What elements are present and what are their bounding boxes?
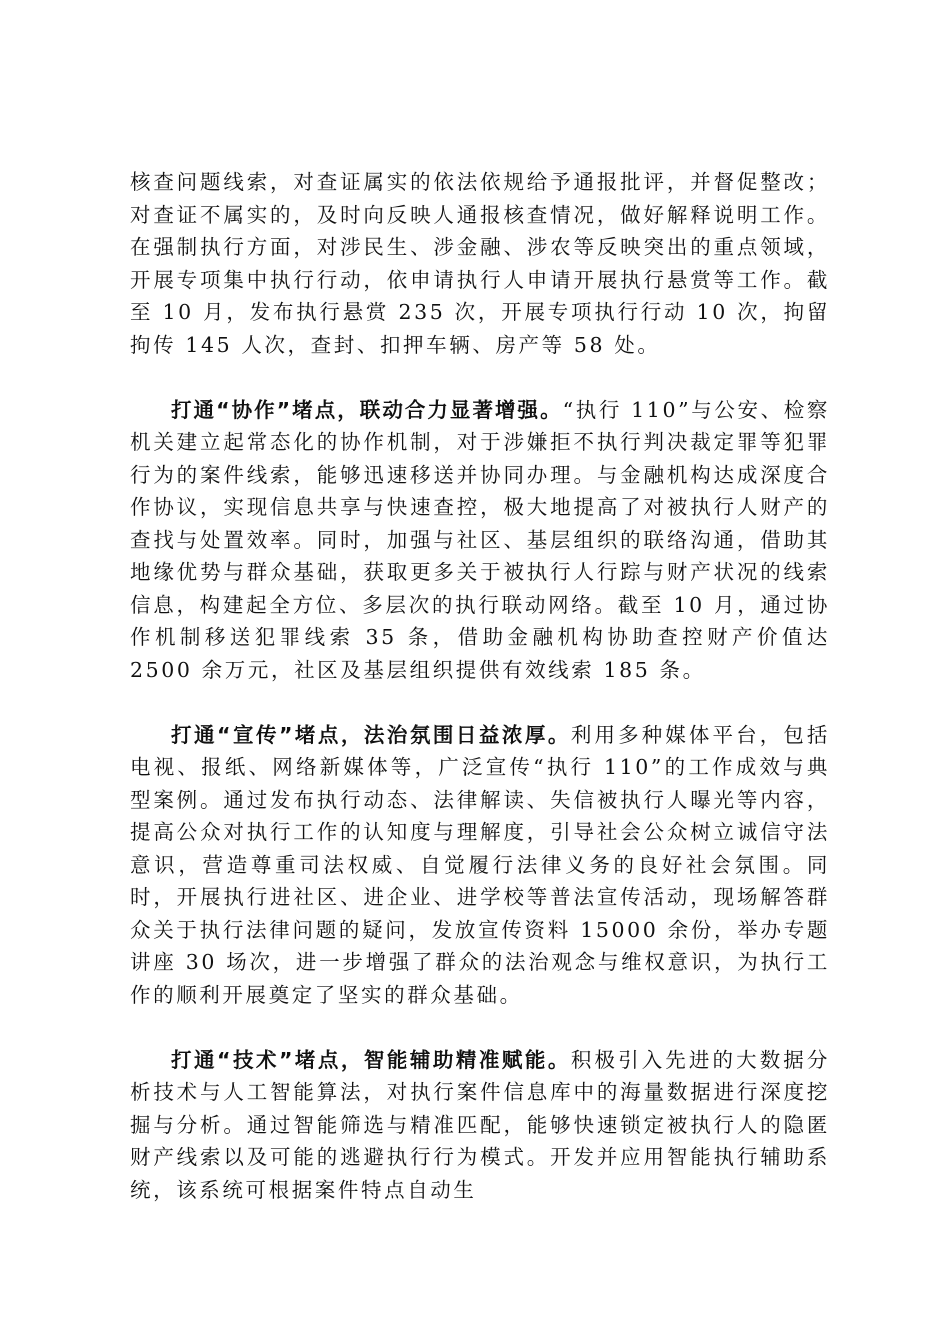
paragraph-body: 核查问题线索，对查证属实的依法依规给予通报批评，并督促整改；对查证不属实的，及时向反映人通报核查情况，做好解释说明工作。在强制执行方面，对涉民生、涉金融、涉农等反映突出的重点领域，开展专项集中执行行动，依申请执行人申请开展执行悬赏等工作。截至 10 月，发布执行悬赏 235 次，开展专项执行行动 10 次，拘留拘传 145 人次，查封、扣押车辆、房产等 58 处。 — [130, 170, 830, 357]
paragraph-publicity — [130, 719, 830, 1012]
paragraph-lead: 打通“宣传”堵点，法治氛围日益浓厚。 — [171, 722, 571, 747]
paragraph-lead: 打通“技术”堵点，智能辅助精准赋能。 — [171, 1047, 571, 1072]
paragraph-body: 利用多种媒体平台，包括电视、报纸、网络新媒体等，广泛宣传“执行 110”的工作成效与典型案例。通过发布执行动态、法律解读、失信被执行人曝光等内容，提高公众对执行工作的认知度与理解度，引导社会公众树立诚信守法意识，营造尊重司法权威、自觉履行法律义务的良好社会氛围。同时，开展执行进社区、进企业、进学校等普法宣传活动，现场解答群众关于执行法律问题的疑问，发放宣传资料 15000 余份，举办专题讲座 30 场次，进一步增强了群众的法治观念与维权意识，为执行工作的顺利开展奠定了坚实的群众基础。 — [130, 722, 830, 1007]
paragraph-body: 积极引入先进的大数据分析技术与人工智能算法，对执行案件信息库中的海量数据进行深度挖掘与分析。通过智能筛选与精准匹配，能够快速锁定被执行人的隐匿财产线索以及可能的逃避执行行为模式。开发并应用智能执行辅助系统，该系统可根据案件特点自动生 — [130, 1047, 830, 1202]
document-body — [130, 166, 830, 1239]
paragraph-lead: 打通“协作”堵点，联动合力显著增强。 — [171, 397, 563, 422]
paragraph-technology — [130, 1044, 830, 1207]
paragraph-continuation — [130, 166, 830, 361]
paragraph-cooperation — [130, 394, 830, 687]
paragraph-body: “执行 110”与公安、检察机关建立起常态化的协作机制，对于涉嫌拒不执行判决裁定罪等犯罪行为的案件线索，能够迅速移送并协同办理。与金融机构达成深度合作协议，实现信息共享与快速查控，极大地提高了对被执行人财产的查找与处置效率。同时，加强与社区、基层组织的联络沟通，借助其地缘优势与群众基础，获取更多关于被执行人行踪与财产状况的线索信息，构建起全方位、多层次的执行联动网络。截至 10 月，通过协作机制移送犯罪线索 35 条，借助金融机构协助查控财产价值达 2500 余万元，社区及基层组织提供有效线索 185 条。 — [130, 397, 830, 682]
